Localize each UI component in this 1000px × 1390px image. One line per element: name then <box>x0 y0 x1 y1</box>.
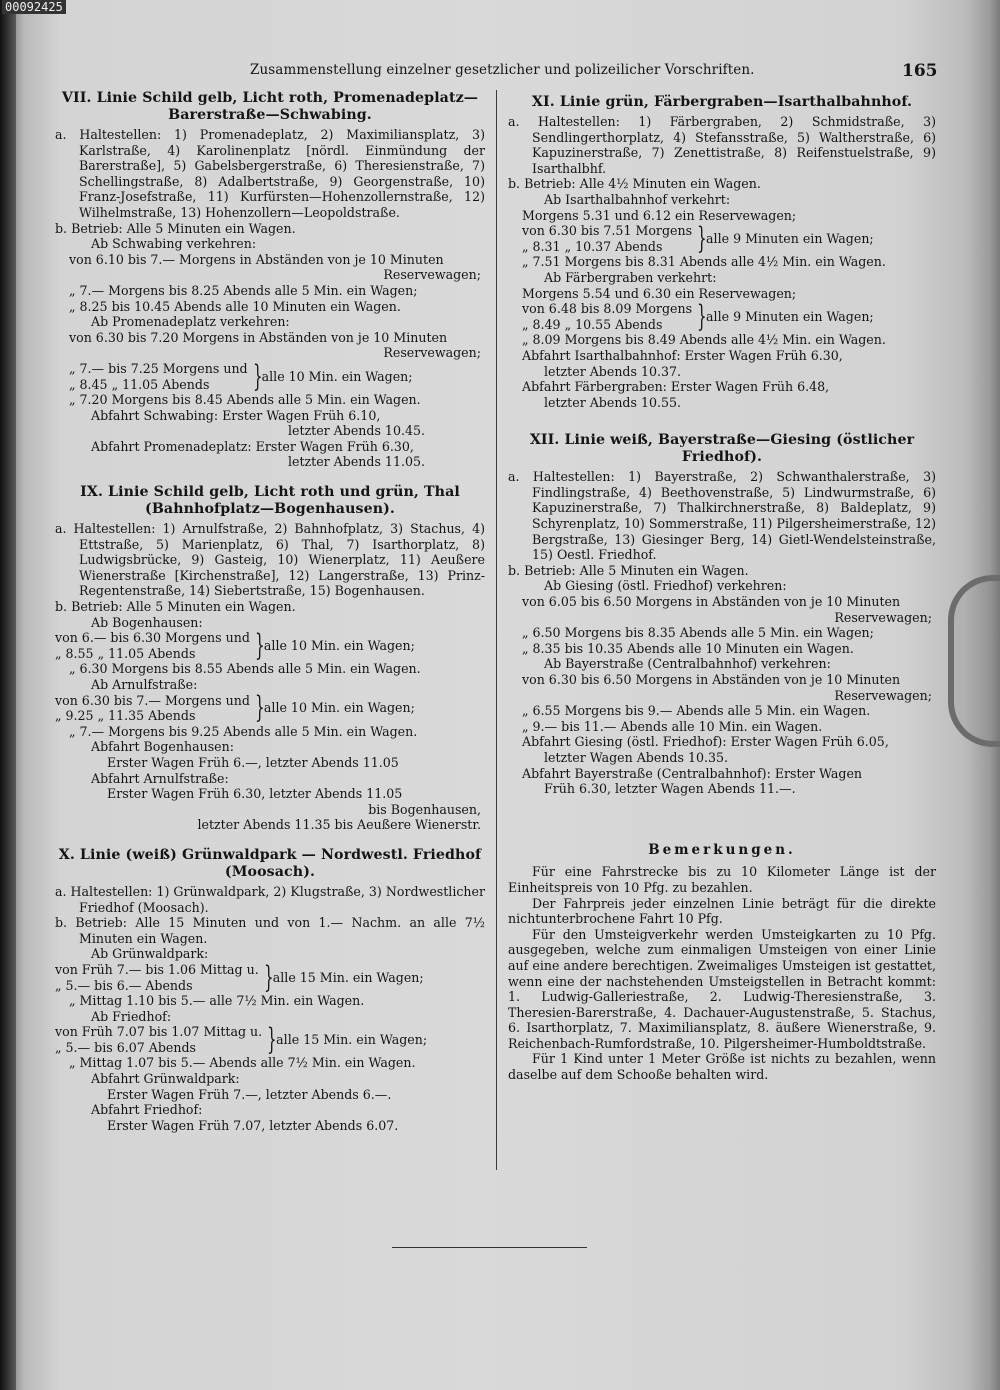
section-x-title: X. Linie (weiß) Grünwaldpark — Nordwestl. Friedhof (Moosach). <box>58 846 482 880</box>
column-rule <box>496 90 497 1170</box>
bemerkungen <box>508 843 936 1083</box>
timetable-line: „ 6.55 Morgens bis 9.— Abends alle 5 Min. ein Wagen. <box>522 703 871 719</box>
timetable-heading: Ab Isarthalbahnhof verkehrt: <box>544 191 731 207</box>
section-ix-betrieb: b. Betrieb: Alle 5 Minuten ein Wagen. <box>55 599 296 615</box>
timetable-heading: Ab Giesing (östl. Friedhof) verkehren: <box>544 578 787 594</box>
section-x-betrieb: b. Betrieb: Alle 15 Minuten und von 1.— Nachm. an alle 7½ Minuten ein Wagen. <box>55 915 485 946</box>
timetable-line: alle 9 Minuten ein Wagen; <box>706 308 874 324</box>
timetable-line: von 6.30 bis 7.20 Morgens in Abständen von je 10 Minuten <box>69 329 448 345</box>
departure-line: bis Bogenhausen, <box>368 801 481 817</box>
brace-glyph: } <box>697 220 707 256</box>
section-ix-haltestellen: a. Haltestellen: 1) Arnulfstraße, 2) Bahnhofplatz, 3) Stachus, 4) Ettstraße, 5) Marienplatz, 6) Thal, 7) Isarthorplatz, 8) Ludwigsbrücke, 9) Gasteig, 10) Wienerplatz, 11) Aeußere Wienerstraße [Kirchenstraße], 12) Langerstraße, 13) Prinz-Regentenstraße, 14) Siebertstraße, 15) Bogenhausen. <box>55 521 485 599</box>
departure-line: Erster Wagen Früh 7.07, letzter Abends 6.07. <box>107 1117 399 1133</box>
braced-timetable <box>508 220 936 256</box>
departure-line: letzter Abends 10.37. <box>544 363 682 379</box>
timetable-heading: Ab Bayerstraße (Centralbahnhof) verkehren: <box>544 656 831 672</box>
timetable-line: alle 10 Min. ein Wagen; <box>261 368 413 384</box>
paper-clip <box>948 575 1000 747</box>
brace-glyph: } <box>267 1021 277 1057</box>
section-vii-title: VII. Linie Schild gelb, Licht roth, Promenadeplatz—Barerstraße—Schwabing. <box>61 90 479 123</box>
braced-timetable <box>508 298 936 334</box>
departure-line: Abfahrt Schwabing: Erster Wagen Früh 6.10, <box>91 407 381 423</box>
braced-timetable <box>55 358 485 394</box>
timetable-line: „ 8.09 Morgens bis 8.49 Abends alle 4½ Min. ein Wagen. <box>522 332 886 348</box>
timetable-line: „ Mittag 1.10 bis 5.— alle 7½ Min. ein Wagen. <box>69 993 365 1009</box>
section-ix-title: IX. Linie Schild gelb, Licht roth und grün, Thal (Bahnhofplatz—Bogenhausen). <box>80 484 460 518</box>
timetable-line: von 6.— bis 6.30 Morgens und <box>55 630 250 646</box>
section-xi-title: XI. Linie grün, Färbergraben—Isarthalbahnhof. <box>531 94 913 110</box>
section-xi <box>508 94 936 410</box>
timetable-heading: Ab Färbergraben verkehrt: <box>544 269 717 285</box>
bemerkung-paragraph: Für 1 Kind unter 1 Meter Größe ist nichts zu bezahlen, wenn daselbe auf dem Schooße behalten wird. <box>508 1051 936 1083</box>
departure-line: letzter Abends 11.35 bis Aeußere Wienerstr. <box>197 817 481 833</box>
departure-line: letzter Wagen Abends 10.35. <box>544 749 729 765</box>
departure-line: Abfahrt Bogenhausen: <box>91 739 234 755</box>
brace-glyph: } <box>254 627 265 663</box>
section-xii-haltestellen: a. Haltestellen: 1) Bayerstraße, 2) Schwanthalerstraße, 3) Findlingstraße, 4) Beethovenstraße, 5) Lindwurmstraße, 6) Kapuzinerstraße, 7) Thalkirchnerstraße, 8) Baldeplatz, 9) Schyrenplatz, 10) Sommerstraße, 11) Pilgersheimerstraße, 12) Bergstraße, 13) Giesinger Berg, 14) Gietl-Wendelsteinstraße, 15) Oestl. Friedhof. <box>508 469 936 563</box>
timetable-line: von 6.10 bis 7.— Morgens in Abständen von je 10 Minuten <box>69 251 444 267</box>
timetable-line: alle 15 Min. ein Wagen; <box>276 1032 428 1048</box>
departure-line: Erster Wagen Früh 6.—, letzter Abends 11.05 <box>107 754 399 770</box>
footer-rule <box>392 1247 587 1248</box>
departure-line: Abfahrt Bayerstraße (Centralbahnhof): Erster Wagen <box>522 765 863 781</box>
departure-line: letzter Abends 11.05. <box>287 454 425 470</box>
section-vii <box>55 90 485 470</box>
departure-line: Abfahrt Friedhof: <box>91 1102 203 1118</box>
timetable-line: „ 8.35 bis 10.35 Abends alle 10 Minuten ein Wagen. <box>522 640 854 656</box>
timetable-line: Reservewagen; <box>383 267 481 283</box>
timetable-line: Reservewagen; <box>834 609 932 625</box>
departure-line: Abfahrt Grünwaldpark: <box>91 1071 240 1087</box>
brace-glyph: } <box>697 298 707 334</box>
timetable-line: alle 10 Min. ein Wagen; <box>263 700 415 716</box>
timetable-line: „ 7.51 Morgens bis 8.31 Abends alle 4½ Min. ein Wagen. <box>522 254 886 270</box>
timetable-line: von 6.30 bis 6.50 Morgens in Abständen von je 10 Minuten <box>522 672 901 687</box>
section-vii-ab-promenade: Ab Promenadeplatz verkehren: <box>91 314 290 330</box>
timetable-line: „ 9.— bis 11.— Abends alle 10 Min. ein Wagen. <box>522 718 823 734</box>
timetable-line: „ 5.— bis 6.— Abends <box>55 977 193 993</box>
timetable-line: „ 8.55 „ 11.05 Abends <box>55 645 196 661</box>
bemerkung-paragraph: Für eine Fahrstrecke bis zu 10 Kilometer Länge ist der Einheitspreis von 10 Pfg. zu bezahlen. <box>508 864 936 895</box>
timetable-line: „ 5.— bis 6.07 Abends <box>55 1039 196 1055</box>
braced-timetable <box>55 627 485 663</box>
timetable-heading: Ab Bogenhausen: <box>91 614 203 630</box>
timetable-line: „ 9.25 „ 11.35 Abends <box>55 708 196 724</box>
departure-line: Abfahrt Promenadeplatz: Erster Wagen Früh 6.30, <box>91 438 414 454</box>
scan-id-label: 00092425 <box>2 0 66 14</box>
section-vii-ab-schwabing: Ab Schwabing verkehren: <box>91 236 257 252</box>
section-x-haltestellen: a. Haltestellen: 1) Grünwaldpark, 2) Klugstraße, 3) Nordwestlicher Friedhof (Moosach). <box>55 883 485 915</box>
timetable-line: „ 7.— bis 7.25 Morgens und <box>69 360 248 376</box>
departure-line: Abfahrt Arnulfstraße: <box>91 770 229 786</box>
departure-line: Früh 6.30, letzter Wagen Abends 11.—. <box>544 781 796 797</box>
timetable-line: „ 8.25 bis 10.45 Abends alle 10 Minuten ein Wagen. <box>69 298 401 314</box>
brace-glyph: } <box>263 959 274 995</box>
departure-line: Erster Wagen Früh 6.30, letzter Abends 11.05 <box>107 786 403 802</box>
timetable-line: von 6.05 bis 6.50 Morgens in Abständen von je 10 Minuten <box>522 594 901 610</box>
section-xi-betrieb: b. Betrieb: Alle 4½ Minuten ein Wagen. <box>508 176 761 192</box>
braced-timetable <box>55 690 485 726</box>
running-title: Zusammenstellung einzelner gesetzlicher und polizeilicher Vorschriften. <box>250 62 755 78</box>
timetable-heading: Ab Friedhof: <box>91 1008 172 1024</box>
departure-line: Abfahrt Giesing (östl. Friedhof): Erster Wagen Früh 6.05, <box>522 734 889 750</box>
brace-glyph: } <box>252 358 263 394</box>
bemerkung-paragraph: Für den Umsteigverkehr werden Umsteigkarten zu 10 Pfg. ausgegeben, welche zum einmaligen Umsteigen von einer Linie auf eine andere berechtigen. Zweimaliges Umsteigen ist gestattet, wenn eine der nachstehenden Umsteigstellen in Betracht kommt: 1. Ludwig-Galleriestraße, 2. Ludwig-Theresienstraße, 3. Theresien-Barerstraße, 4. Dachauer-Augustenstraße, 5. Stachus, 6. Isarthorplatz, 7. Maximiliansplatz, 8. äußere Wienerstraße, 9. Reichenbach-Rumfordstraße, 10. Pilgersheimer-Humboldtstraße. <box>508 926 936 1051</box>
timetable-heading: Ab Grünwaldpark: <box>91 946 209 962</box>
timetable-line: „ 7.20 Morgens bis 8.45 Abends alle 5 Min. ein Wagen. <box>69 392 421 408</box>
timetable-line: „ 7.— Morgens bis 9.25 Abends alle 5 Min. ein Wagen. <box>69 723 418 739</box>
book-binding-shadow <box>0 0 16 1390</box>
section-xii <box>508 432 936 796</box>
section-vii-haltestellen: a. Haltestellen: 1) Promenadeplatz, 2) Maximiliansplatz, 3) Karlstraße, 4) Karolinenplatz [nördl. Einmündung der Barerstraße], 5) Gabelsbergerstraße, 6) Theresienstraße, 7) Schellingstraße, 8) Adalbertstraße, 9) Georgenstraße, 10) Franz-Josefstraße, 11) Kurfürsten—Hohenzollernstraße, 12) Wilhelmstraße, 13) Hohenzollern—Leopoldstraße. <box>55 127 485 220</box>
brace-glyph: } <box>254 690 265 726</box>
timetable-line: „ 8.45 „ 11.05 Abends <box>69 376 210 392</box>
section-xi-haltestellen: a. Haltestellen: 1) Färbergraben, 2) Schmidstraße, 3) Sendlingerthorplatz, 4) Stefansstraße, 5) Waltherstraße, 6) Kapuzinerstraße, 7) Zenettistraße, 8) Reifenstuelstraße, 9) Isarthalbhf. <box>508 114 936 176</box>
timetable-line: Reservewagen; <box>383 345 481 361</box>
timetable-line: alle 10 Min. ein Wagen; <box>263 638 415 654</box>
departure-line: Erster Wagen Früh 7.—, letzter Abends 6.—. <box>107 1086 392 1102</box>
timetable-line: von 6.30 bis 7.51 Morgens <box>522 223 693 239</box>
left-column <box>55 90 485 1147</box>
timetable-line: alle 9 Minuten ein Wagen; <box>706 230 874 246</box>
timetable-line: von Früh 7.— bis 1.06 Mittag u. <box>55 961 259 977</box>
timetable-line: alle 15 Min. ein Wagen; <box>272 969 424 985</box>
departure-line: letzter Abends 10.45. <box>287 423 425 439</box>
timetable-heading: Ab Arnulfstraße: <box>91 677 198 692</box>
braced-timetable <box>55 959 485 995</box>
departure-line: Abfahrt Isarthalbahnhof: Erster Wagen Früh 6.30, <box>522 347 843 363</box>
departure-line: Abfahrt Färbergraben: Erster Wagen Früh 6.48, <box>522 379 830 395</box>
bemerkungen-title: Bemerkungen. <box>648 841 796 858</box>
section-x <box>55 847 485 1134</box>
bemerkung-paragraph: Der Fahrpreis jeder einzelnen Linie beträgt für die direkte nichtunterbrochene Fahrt 10 Pfg. <box>508 895 936 927</box>
timetable-line: „ Mittag 1.07 bis 5.— Abends alle 7½ Min. ein Wagen. <box>69 1055 416 1071</box>
section-vii-betrieb: b. Betrieb: Alle 5 Minuten ein Wagen. <box>55 220 296 236</box>
page-number: 165 <box>902 61 938 81</box>
timetable-line: von 6.30 bis 7.— Morgens und <box>55 692 250 708</box>
timetable-line: Morgens 5.54 und 6.30 ein Reservewagen; <box>522 285 797 301</box>
right-column <box>508 94 936 1097</box>
braced-timetable <box>55 1021 485 1057</box>
timetable-line: „ 6.50 Morgens bis 8.35 Abends alle 5 Min. ein Wagen; <box>522 625 874 641</box>
timetable-line: von 6.48 bis 8.09 Morgens <box>522 301 693 317</box>
timetable-line: „ 7.— Morgens bis 8.25 Abends alle 5 Min. ein Wagen; <box>69 282 418 298</box>
timetable-line: Morgens 5.31 und 6.12 ein Reservewagen; <box>522 207 797 223</box>
section-xii-title: XII. Linie weiß, Bayerstraße—Giesing (östlicher Friedhof). <box>529 432 915 466</box>
departure-line: letzter Abends 10.55. <box>544 394 682 410</box>
section-ix <box>55 484 485 833</box>
timetable-line: von Früh 7.07 bis 1.07 Mittag u. <box>55 1024 263 1040</box>
timetable-line: „ 8.31 „ 10.37 Abends <box>522 238 663 254</box>
section-xii-betrieb: b. Betrieb: Alle 5 Minuten ein Wagen. <box>508 562 749 578</box>
timetable-line: „ 6.30 Morgens bis 8.55 Abends alle 5 Min. ein Wagen. <box>69 661 421 677</box>
timetable-line: Reservewagen; <box>834 687 932 703</box>
timetable-line: „ 8.49 „ 10.55 Abends <box>522 316 663 332</box>
